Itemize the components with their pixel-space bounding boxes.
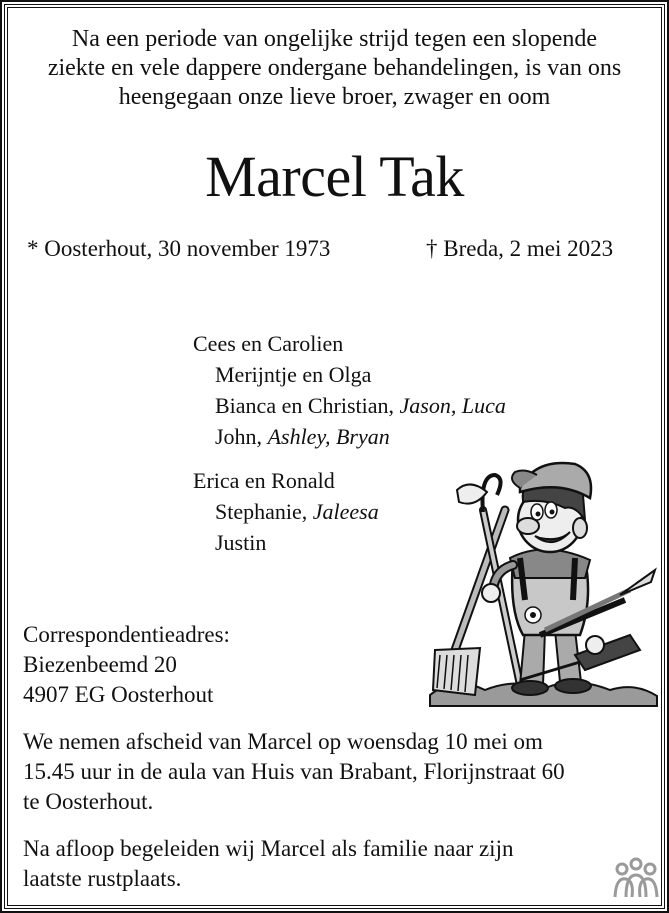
family-group-1 — [193, 328, 506, 452]
burial-line: laatste rustplaats. — [23, 866, 182, 891]
address-label: Correspondentieadres: — [23, 622, 230, 647]
child-name: Justin — [215, 530, 267, 555]
intro-line: Na een periode van ongelijke strijd tegen een slopende — [71, 26, 598, 52]
correspondence-address — [23, 620, 230, 710]
family-parents: Erica en Ronald — [193, 468, 335, 493]
child-name: Stephanie, — [215, 499, 313, 524]
child-name: Merijntje en Olga — [215, 362, 372, 387]
family-child — [193, 421, 506, 452]
intro-line: ziekte en vele dappere ondergane behandelingen, is van ons — [47, 55, 622, 81]
farewell-line: te Oosterhout. — [23, 789, 154, 814]
family-child — [193, 390, 506, 421]
address-street: Biezenbeemd 20 — [23, 652, 177, 677]
family-child — [193, 527, 379, 558]
birth-info: * Oosterhout, 30 november 1973 — [27, 236, 331, 261]
death-info: † Breda, 2 mei 2023 — [426, 236, 614, 261]
child-name: John, — [215, 424, 268, 449]
child-name: Bianca en Christian, — [215, 393, 400, 418]
grandchildren: Jason, Luca — [399, 393, 506, 418]
gardener-illustration — [425, 450, 660, 710]
intro-line: heengegaan onze lieve broer, zwager en oom — [118, 84, 551, 110]
farewell-line: 15.45 uur in de aula van Huis van Brabant, Florijnstraat 60 — [23, 759, 565, 784]
family-group-2 — [193, 465, 379, 558]
burial-paragraph — [23, 834, 513, 894]
family-child — [193, 359, 506, 390]
grandchildren: Jaleesa — [312, 499, 379, 524]
family-parents: Cees en Carolien — [193, 331, 344, 356]
family-child — [193, 496, 379, 527]
farewell-paragraph — [23, 727, 565, 817]
farewell-line: We nemen afscheid van Marcel op woensdag 10 mei om — [23, 729, 543, 754]
family-icon — [612, 857, 660, 899]
intro-text — [0, 25, 669, 112]
burial-line: Na afloop begeleiden wij Marcel als familie naar zijn — [23, 836, 514, 861]
grandchildren: Ashley, Bryan — [267, 424, 390, 449]
deceased-name: Marcel Tak — [205, 144, 464, 209]
address-city: 4907 EG Oosterhout — [23, 682, 214, 707]
